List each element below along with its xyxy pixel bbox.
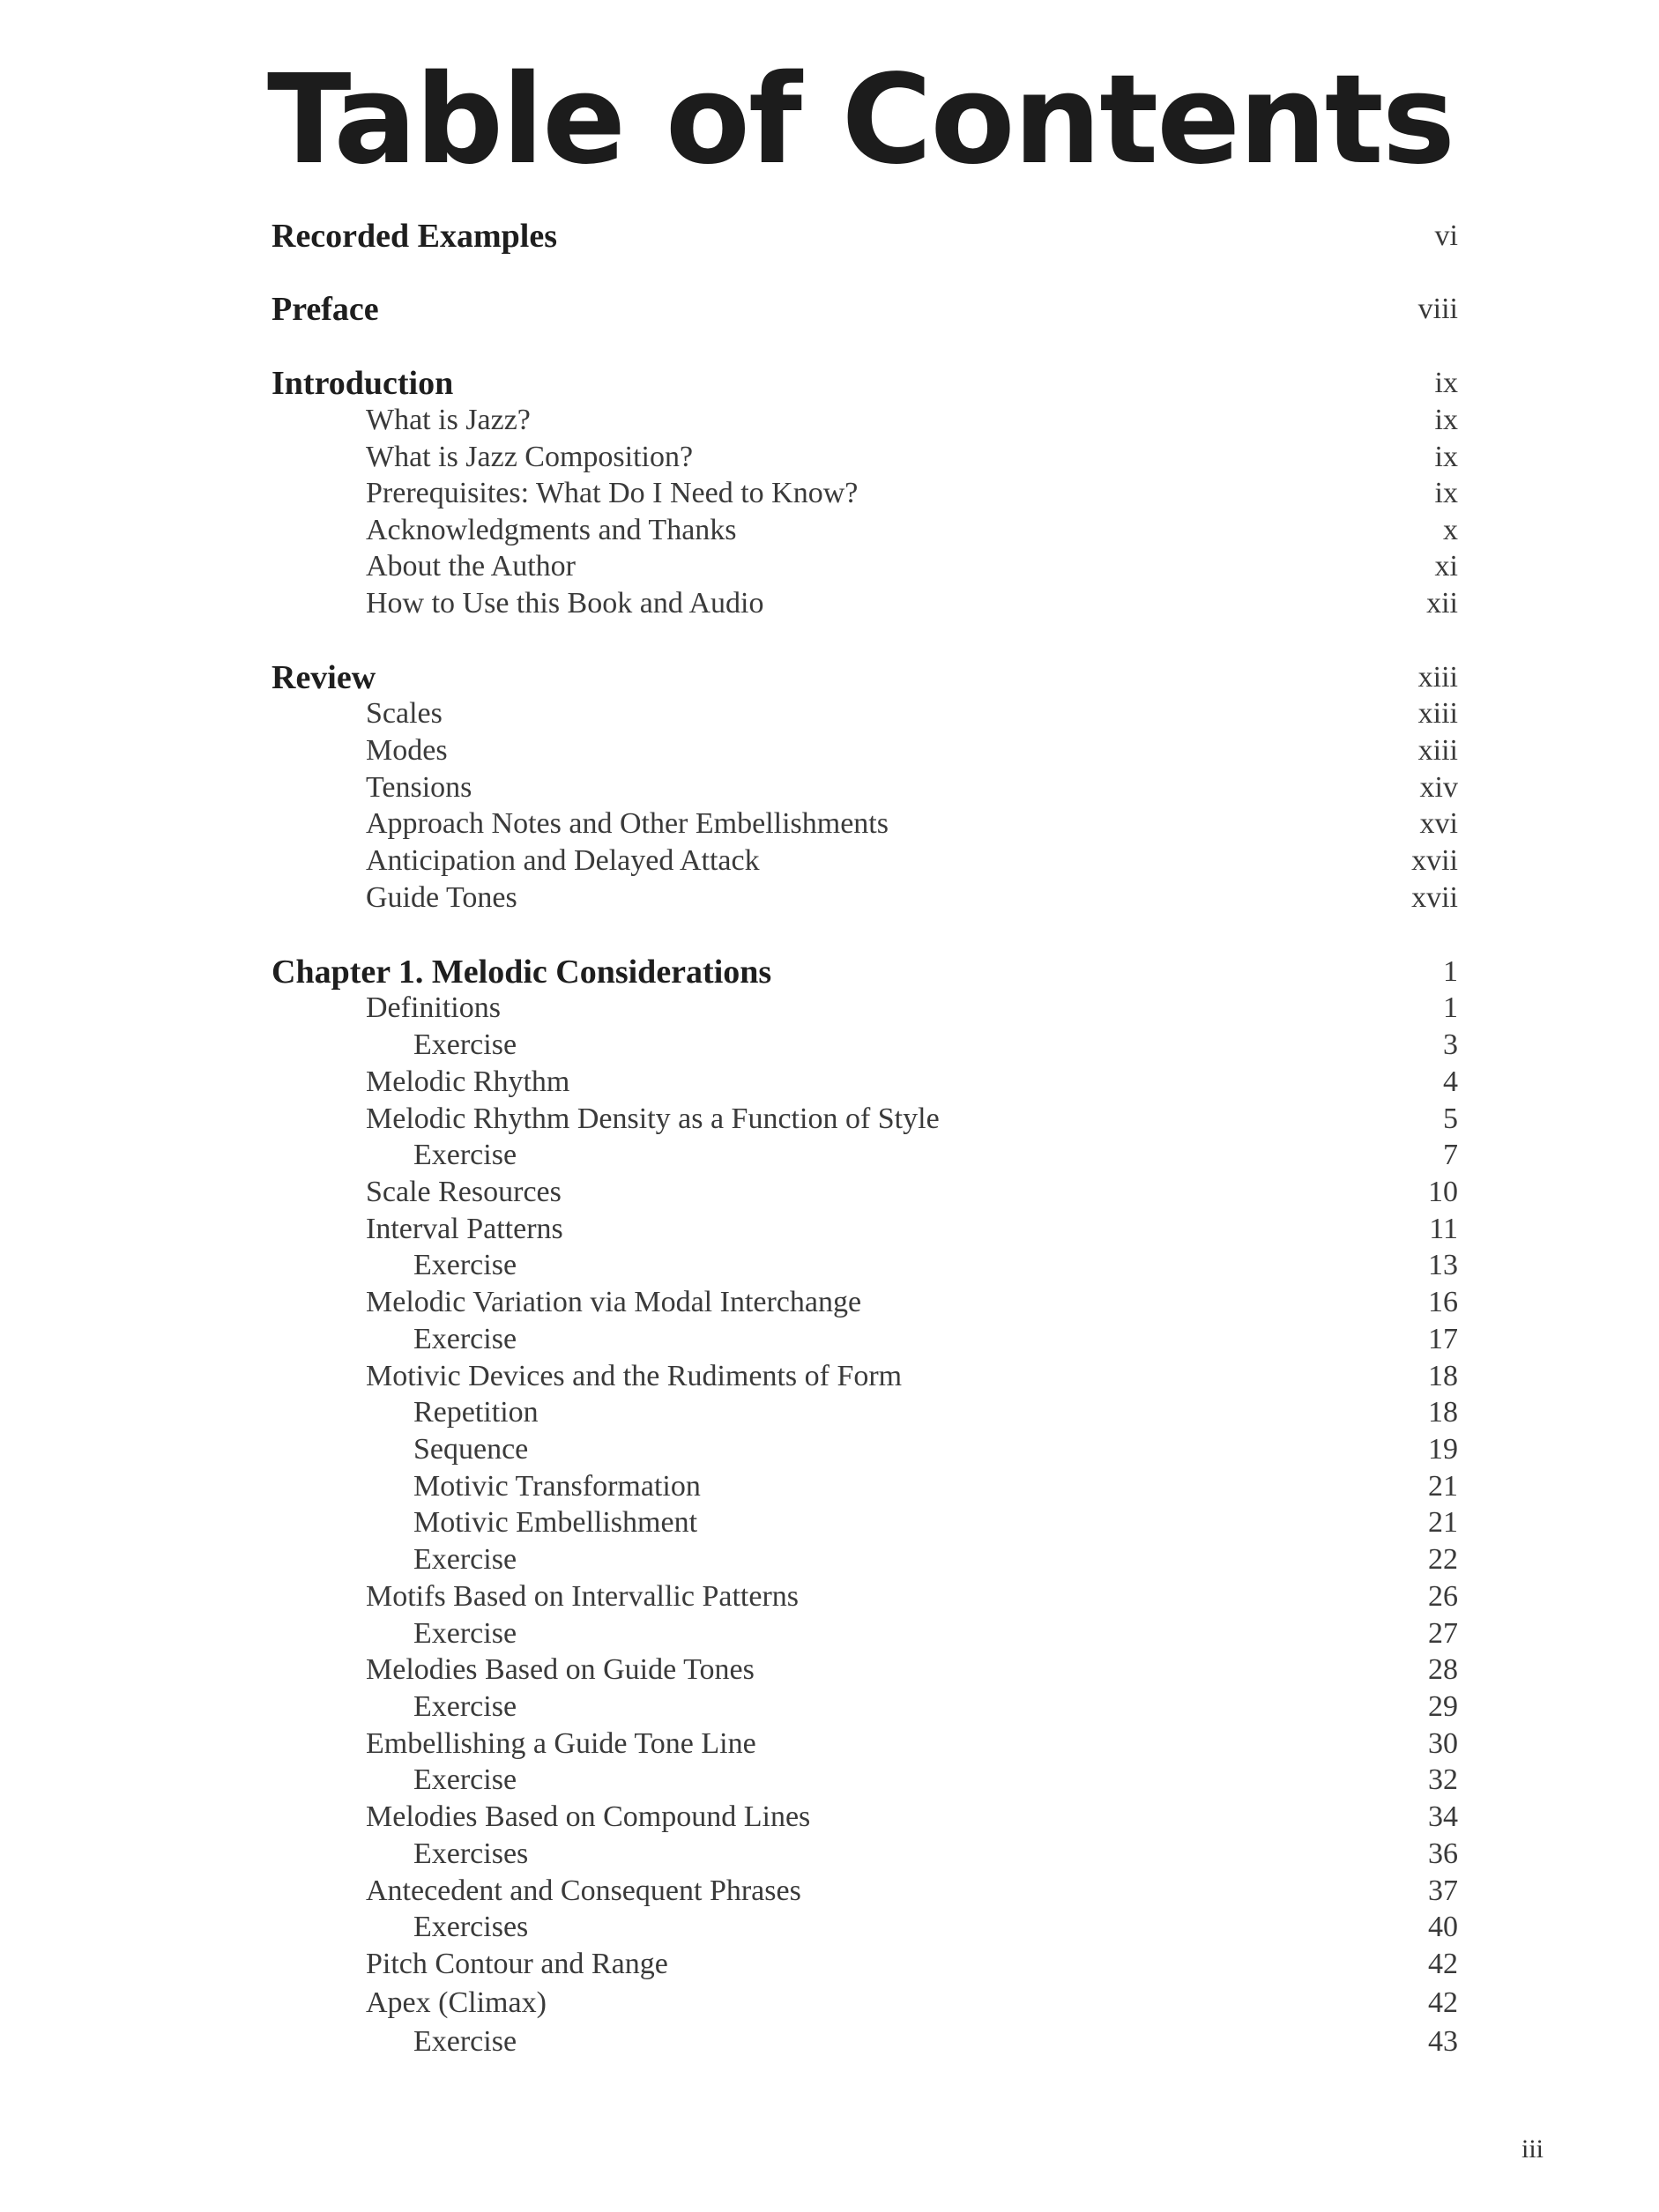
toc-entry-label: Review (272, 659, 376, 696)
toc-entry-page: 40 (1428, 1911, 1458, 1943)
toc-entry-page: x (1443, 514, 1458, 546)
toc-entry[interactable] (0, 1284, 1659, 1321)
toc-entry-page: viii (1417, 293, 1458, 325)
toc-section-entry[interactable] (0, 365, 1659, 402)
toc-entry-page: vi (1434, 219, 1458, 252)
toc-entry-page: 11 (1429, 1213, 1458, 1245)
toc-entry-label: Anticipation and Delayed Attack (366, 844, 760, 877)
toc-entry-label: What is Jazz? (366, 404, 531, 436)
toc-entry-label: Scale Resources (366, 1176, 562, 1208)
toc-entry[interactable] (0, 1247, 1659, 1284)
toc-entry-label: Melodies Based on Guide Tones (366, 1653, 755, 1686)
toc-entry[interactable] (0, 1726, 1659, 1763)
toc-entry[interactable] (0, 805, 1659, 842)
toc-entry-label: Exercise (413, 2025, 517, 2058)
toc-entry-label: Exercises (413, 1837, 529, 1870)
toc-entry-label: Melodic Rhythm Density as a Function of Style (366, 1102, 940, 1135)
toc-entry-label: Sequence (413, 1433, 529, 1466)
toc-entry[interactable] (0, 1762, 1659, 1799)
toc-entry-label: Melodic Rhythm (366, 1065, 570, 1098)
toc-entry[interactable] (0, 695, 1659, 732)
toc-entry-label: Tensions (366, 771, 472, 804)
toc-entry[interactable] (0, 402, 1659, 439)
toc-entry[interactable] (0, 1799, 1659, 1836)
toc-entry[interactable] (0, 1358, 1659, 1395)
toc-entry-page: xiii (1417, 661, 1458, 694)
toc-entry-label: Modes (366, 734, 448, 767)
toc-entry[interactable] (0, 1615, 1659, 1652)
toc-entry[interactable] (0, 475, 1659, 512)
toc-entry-page: 21 (1428, 1506, 1458, 1539)
toc-entry-label: Exercise (413, 1763, 517, 1796)
toc-entry-label: Preface (272, 291, 379, 328)
toc-entry[interactable] (0, 1909, 1659, 1946)
toc-section-entry[interactable] (0, 659, 1659, 696)
toc-entry-page: 5 (1443, 1102, 1458, 1135)
toc-entry-label: Guide Tones (366, 881, 517, 914)
toc-entry-page: 26 (1428, 1580, 1458, 1613)
toc-entry[interactable] (0, 1101, 1659, 1138)
toc-entry-page: 22 (1428, 1543, 1458, 1576)
toc-entry-label: Exercises (413, 1911, 529, 1943)
toc-entry-page: 30 (1428, 1727, 1458, 1760)
toc-entry-label: What is Jazz Composition? (366, 441, 694, 473)
toc-entry[interactable] (0, 1137, 1659, 1174)
toc-entry[interactable] (0, 1578, 1659, 1615)
toc-section-entry[interactable] (0, 291, 1659, 328)
toc-entry[interactable] (0, 732, 1659, 769)
toc-entry-page: 1 (1443, 955, 1458, 988)
toc-entry-page: 34 (1428, 1800, 1458, 1833)
toc-entry[interactable] (0, 1321, 1659, 1358)
toc-entry-page: ix (1434, 441, 1458, 473)
toc-entry-page: 36 (1428, 1837, 1458, 1870)
toc-entry-label: Exercise (413, 1139, 517, 1171)
toc-entry-page: xvii (1411, 844, 1458, 877)
toc-entry-page: xvi (1419, 807, 1458, 840)
toc-entry-page: 27 (1428, 1617, 1458, 1650)
toc-entry-page: 7 (1443, 1139, 1458, 1171)
toc-entry-label: Exercise (413, 1543, 517, 1576)
toc-entry-label: Exercise (413, 1690, 517, 1723)
toc-entry-label: Melodic Variation via Modal Interchange (366, 1286, 862, 1318)
toc-entry-label: Approach Notes and Other Embellishments (366, 807, 889, 840)
toc-entry[interactable] (0, 880, 1659, 917)
toc-entry[interactable] (0, 1504, 1659, 1541)
toc-entry-label: Exercise (413, 1617, 517, 1650)
toc-entry-label: Interval Patterns (366, 1213, 563, 1245)
toc-entry[interactable] (0, 585, 1659, 622)
toc-entry-label: Motivic Embellishment (413, 1506, 698, 1539)
toc-entry[interactable] (0, 1027, 1659, 1064)
toc-entry-label: Melodies Based on Compound Lines (366, 1800, 811, 1833)
toc-entry[interactable] (0, 1211, 1659, 1248)
toc-entry-page: 21 (1428, 1470, 1458, 1503)
toc-entry-label: Introduction (272, 365, 454, 402)
toc-entry-label: Recorded Examples (272, 218, 558, 255)
toc-entry-page: ix (1434, 367, 1458, 399)
toc-section-entry[interactable] (0, 954, 1659, 991)
toc-entry-page: 3 (1443, 1028, 1458, 1061)
toc-entry[interactable] (0, 1946, 1659, 1983)
toc-entry-label: Exercise (413, 1249, 517, 1281)
toc-entry[interactable] (0, 548, 1659, 585)
toc-entry-label: Repetition (413, 1396, 539, 1429)
toc-entry-label: Motivic Transformation (413, 1470, 701, 1503)
toc-entry-label: Exercise (413, 1028, 517, 1061)
toc-entry-page: 28 (1428, 1653, 1458, 1686)
toc-entry-label: Motifs Based on Intervallic Patterns (366, 1580, 800, 1613)
toc-entry-page: ix (1434, 477, 1458, 509)
toc-entry-page: 16 (1428, 1286, 1458, 1318)
toc-entry-label: Exercise (413, 1323, 517, 1355)
toc-entry-label: How to Use this Book and Audio (366, 587, 764, 620)
toc-entry[interactable] (0, 1873, 1659, 1910)
toc-entry[interactable] (0, 1985, 1659, 2022)
toc-entry-page: 10 (1428, 1176, 1458, 1208)
toc-entry[interactable] (0, 769, 1659, 806)
toc-entry-page: 29 (1428, 1690, 1458, 1723)
toc-entry[interactable] (0, 2023, 1659, 2060)
toc-entry-label: Prerequisites: What Do I Need to Know? (366, 477, 859, 509)
toc-entry-page: 42 (1428, 1986, 1458, 2019)
toc-entry[interactable] (0, 1431, 1659, 1468)
toc-entry-page: xiii (1417, 697, 1458, 730)
toc-entry[interactable] (0, 842, 1659, 880)
toc-entry-page: xvii (1411, 881, 1458, 914)
toc-entry[interactable] (0, 1468, 1659, 1505)
toc-entry-label: Apex (Climax) (366, 1986, 547, 2019)
toc-entry-page: 32 (1428, 1763, 1458, 1796)
toc-entry-label: Scales (366, 697, 443, 730)
toc-entry-page: 19 (1428, 1433, 1458, 1466)
toc-entry-label: Definitions (366, 991, 501, 1024)
page-title: Table of Contents (267, 48, 1454, 192)
toc-entry[interactable] (0, 1689, 1659, 1726)
toc-entry[interactable] (0, 1174, 1659, 1211)
page-number: iii (1521, 2134, 1544, 2164)
toc-entry[interactable] (0, 1394, 1659, 1431)
toc-entry-label: Pitch Contour and Range (366, 1948, 668, 1980)
toc-entry-page: 1 (1443, 991, 1458, 1024)
toc-entry[interactable] (0, 1836, 1659, 1873)
toc-entry[interactable] (0, 1064, 1659, 1101)
toc-entry[interactable] (0, 1541, 1659, 1578)
toc-entry[interactable] (0, 990, 1659, 1027)
toc-entry-label: Antecedent and Consequent Phrases (366, 1874, 801, 1907)
toc-entry-page: xi (1434, 550, 1458, 583)
toc-entry[interactable] (0, 1652, 1659, 1689)
toc-entry-label: Embellishing a Guide Tone Line (366, 1727, 756, 1760)
toc-entry-page: 4 (1443, 1065, 1458, 1098)
toc-entry-page: 43 (1428, 2025, 1458, 2058)
toc-entry-label: Motivic Devices and the Rudiments of Form (366, 1360, 903, 1392)
toc-entry-page: xiv (1419, 771, 1458, 804)
toc-entry-page: 18 (1428, 1396, 1458, 1429)
toc-entry-page: xiii (1417, 734, 1458, 767)
toc-entry-page: xii (1426, 587, 1458, 620)
toc-section-entry[interactable] (0, 218, 1659, 255)
toc-entry-page: 17 (1428, 1323, 1458, 1355)
toc-entry-label: Acknowledgments and Thanks (366, 514, 737, 546)
toc-entry-page: 13 (1428, 1249, 1458, 1281)
toc-entry[interactable] (0, 512, 1659, 549)
toc-entry-label: About the Author (366, 550, 576, 583)
toc-entry-page: 37 (1428, 1874, 1458, 1907)
toc-entry[interactable] (0, 439, 1659, 476)
toc-entry-page: 42 (1428, 1948, 1458, 1980)
toc-entry-label: Chapter 1. Melodic Considerations (272, 954, 772, 991)
toc-entry-page: ix (1434, 404, 1458, 436)
toc-entry-page: 18 (1428, 1360, 1458, 1392)
